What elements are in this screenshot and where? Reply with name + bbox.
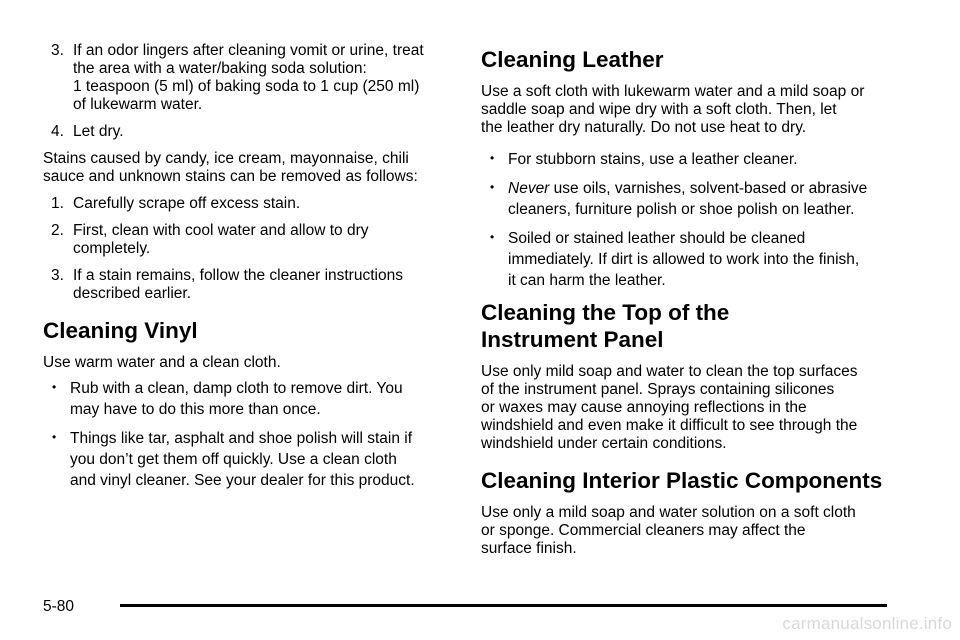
- text-line: of the instrument panel. Sprays containing silicones: [481, 381, 835, 398]
- bullet-text: [508, 228, 901, 291]
- list-item: [43, 428, 453, 491]
- instrument-panel-body: [481, 363, 901, 453]
- step-number: 3.: [51, 267, 64, 284]
- list-item: [43, 195, 453, 213]
- vinyl-bullet-list: [43, 378, 453, 491]
- plastic-body: [481, 504, 901, 558]
- list-item: [43, 123, 453, 141]
- text-line: may have to do this more than once.: [70, 401, 321, 418]
- bullet-text: [70, 428, 453, 491]
- text-line: sauce and unknown stains can be removed as follows:: [43, 168, 418, 185]
- bullet-text: [508, 178, 901, 220]
- text-line: If a stain remains, follow the cleaner instructions: [73, 267, 403, 284]
- right-column: [481, 42, 901, 567]
- text-line: Things like tar, asphalt and shoe polish will stain if: [70, 430, 413, 447]
- list-item: [481, 228, 901, 291]
- text-line: Use only mild soap and water to clean the top surfaces: [481, 363, 858, 380]
- step-text: [73, 267, 453, 303]
- text-line: the area with a water/baking soda solution:: [73, 60, 367, 77]
- step-text: [73, 123, 453, 141]
- stain-steps-list: [43, 195, 453, 303]
- page-number: 5-80: [43, 598, 75, 615]
- text-line: saddle soap and wipe dry with a soft cloth. Then, let: [481, 101, 837, 118]
- text-line: it can harm the leather.: [508, 272, 666, 289]
- text-run: use oils, varnishes, solvent-based or abrasive: [549, 180, 868, 197]
- text-line: Use a soft cloth with lukewarm water and a mild soap or: [481, 83, 865, 100]
- list-item: [481, 149, 901, 170]
- watermark: carmanualsonline.info: [782, 614, 952, 633]
- list-item: [43, 222, 453, 258]
- text-line: Let dry.: [73, 123, 124, 140]
- section-heading-vinyl: Cleaning Vinyl: [43, 318, 198, 343]
- list-item: [43, 378, 453, 420]
- list-item: [481, 178, 901, 220]
- bullet-icon: •: [490, 230, 495, 244]
- step-text: [73, 222, 453, 258]
- section-heading-leather: Cleaning Leather: [481, 47, 664, 72]
- text-line: surface finish.: [481, 540, 577, 557]
- text-line: Use only a mild soap and water solution on a soft cloth: [481, 504, 856, 521]
- text-line: First, clean with cool water and allow to dry: [73, 222, 369, 239]
- list-item: [43, 267, 453, 303]
- text-line: 1 teaspoon (5 ml) of baking soda to 1 cup (250 ml): [73, 78, 420, 95]
- odor-steps-list: [43, 42, 453, 141]
- step-number: 2.: [51, 222, 64, 239]
- heading-line: Instrument Panel: [481, 327, 664, 352]
- stains-intro: [43, 150, 453, 186]
- bullet-icon: •: [52, 430, 57, 444]
- text-line: described earlier.: [73, 285, 192, 302]
- vinyl-intro: Use warm water and a clean cloth.: [43, 354, 281, 371]
- text-line: windshield and even make it difficult to see through the: [481, 417, 858, 434]
- heading-line: Cleaning the Top of the: [481, 300, 730, 325]
- text-line: and vinyl cleaner. See your dealer for this product.: [70, 472, 415, 489]
- bullet-icon: •: [490, 151, 495, 165]
- bullet-icon: •: [490, 180, 495, 194]
- step-number: 1.: [51, 195, 64, 212]
- left-column: [43, 42, 453, 499]
- text-line: Stains caused by candy, ice cream, mayonnaise, chili: [43, 150, 409, 167]
- text-line: Rub with a clean, damp cloth to remove dirt. You: [70, 380, 403, 397]
- leather-intro: [481, 83, 901, 137]
- step-text: [73, 195, 453, 213]
- text-line: cleaners, furniture polish or shoe polish on leather.: [508, 201, 855, 218]
- text-line: immediately. If dirt is allowed to work into the finish,: [508, 251, 860, 268]
- text-line: you don’t get them off quickly. Use a clean cloth: [70, 451, 397, 468]
- text-line: or sponge. Commercial cleaners may affect the: [481, 522, 806, 539]
- text-line: Soiled or stained leather should be cleaned: [508, 230, 806, 247]
- step-text: [73, 42, 453, 114]
- text-line: the leather dry naturally. Do not use heat to dry.: [481, 119, 807, 136]
- section-heading-plastic: Cleaning Interior Plastic Components: [481, 468, 883, 493]
- emphasis-never: Never: [508, 180, 550, 197]
- leather-bullet-list: [481, 149, 901, 291]
- text-line: For stubborn stains, use a leather cleaner.: [508, 151, 798, 168]
- list-item: [43, 42, 453, 114]
- text-line: completely.: [73, 240, 151, 257]
- section-heading-instrument-panel: [481, 299, 901, 353]
- text-line: [508, 178, 901, 199]
- bullet-text: [508, 149, 901, 170]
- text-line: If an odor lingers after cleaning vomit or urine, treat: [73, 42, 424, 59]
- step-number: 3.: [51, 42, 64, 59]
- bullet-text: [70, 378, 453, 420]
- step-number: 4.: [51, 123, 64, 140]
- bullet-icon: •: [52, 380, 57, 394]
- footer-rule: [120, 604, 887, 607]
- text-line: of lukewarm water.: [73, 96, 203, 113]
- text-line: Carefully scrape off excess stain.: [73, 195, 301, 212]
- text-line: or waxes may cause annoying reflections in the: [481, 399, 807, 416]
- text-line: windshield under certain conditions.: [481, 435, 727, 452]
